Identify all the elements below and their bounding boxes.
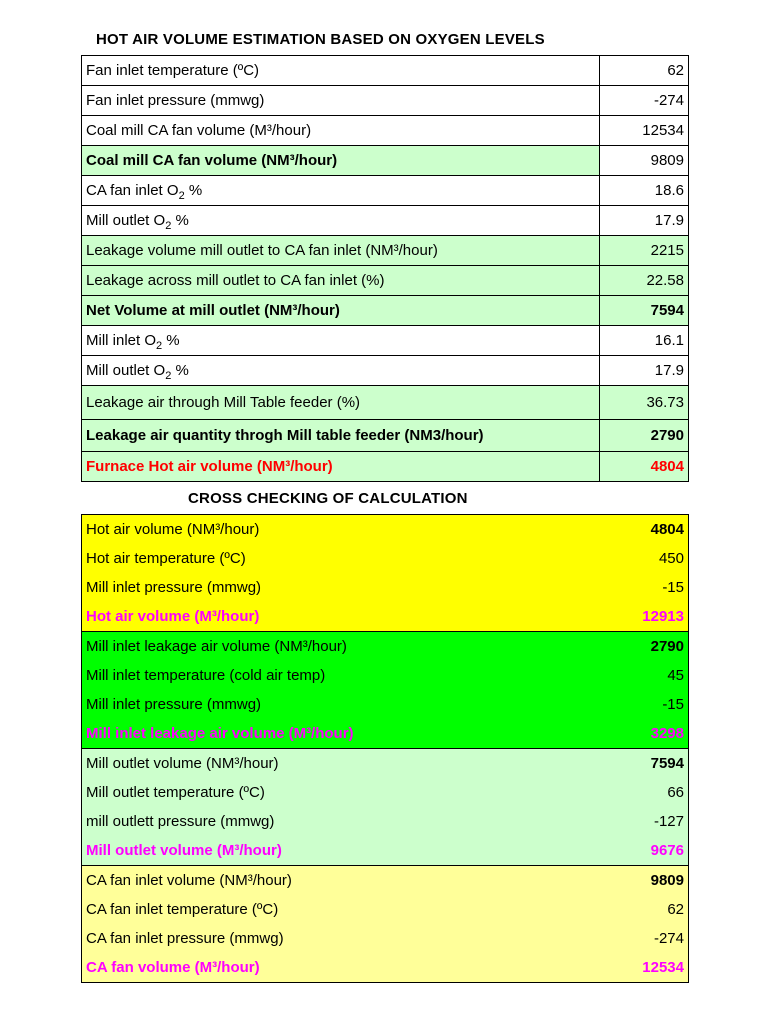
row-label: Leakage air quantity throgh Mill table feeder (NM3/hour) [82, 420, 600, 452]
row-label: mill outlett pressure (mmwg) [82, 807, 600, 836]
table-row [82, 356, 689, 386]
oxygen-estimation-table [81, 55, 689, 482]
table-row [82, 866, 689, 896]
row-value: -274 [600, 924, 689, 953]
table-row [82, 749, 689, 779]
row-label: Coal mill CA fan volume (NM³/hour) [82, 146, 600, 176]
table-row [82, 236, 689, 266]
row-value: -15 [600, 573, 689, 602]
row-label: Mill inlet $O_2$ % [82, 326, 600, 356]
table-row [82, 573, 689, 602]
row-value: -274 [600, 86, 689, 116]
row-value: 9676 [600, 836, 689, 866]
table-row [82, 56, 689, 86]
row-label: Fan inlet pressure (mmwg) [82, 86, 600, 116]
row-value: 66 [600, 778, 689, 807]
row-label: Mill outlet $O_2$ % [82, 356, 600, 386]
row-value: 45 [600, 661, 689, 690]
row-label: CA fan inlet volume (NM³/hour) [82, 866, 600, 896]
row-value: 62 [600, 56, 689, 86]
table-row [82, 116, 689, 146]
cross-check-table [81, 514, 689, 983]
row-label: Mill inlet pressure (mmwg) [82, 573, 600, 602]
row-label: Fan inlet temperature (ºC) [82, 56, 600, 86]
row-label: Mill inlet leakage air volume (M³/hour) [82, 719, 600, 749]
table-row [82, 924, 689, 953]
row-value: 12913 [600, 602, 689, 632]
table-row [82, 836, 689, 866]
table-row [82, 895, 689, 924]
row-label: Mill inlet leakage air volume (NM³/hour) [82, 632, 600, 662]
row-value: 2215 [600, 236, 689, 266]
row-value: 62 [600, 895, 689, 924]
row-value: 2790 [600, 420, 689, 452]
row-label: Leakage air through Mill Table feeder (%) [82, 386, 600, 420]
table-row [82, 807, 689, 836]
row-value: 12534 [600, 116, 689, 146]
table-row [82, 326, 689, 356]
table-row [82, 778, 689, 807]
row-value: -127 [600, 807, 689, 836]
row-label: Mill outlet volume (M³/hour) [82, 836, 600, 866]
row-label: CA fan volume (M³/hour) [82, 953, 600, 983]
table-row [82, 146, 689, 176]
row-label: Hot air volume (M³/hour) [82, 602, 600, 632]
row-value: 36.73 [600, 386, 689, 420]
row-value: 9809 [600, 146, 689, 176]
row-label: Mill outlet volume (NM³/hour) [82, 749, 600, 779]
row-label: Mill inlet pressure (mmwg) [82, 690, 600, 719]
row-label: CA fan inlet pressure (mmwg) [82, 924, 600, 953]
row-value: 450 [600, 544, 689, 573]
row-value: 7594 [600, 296, 689, 326]
table-row [82, 719, 689, 749]
row-value: 18.6 [600, 176, 689, 206]
row-value: 16.1 [600, 326, 689, 356]
row-label: Furnace Hot air volume (NM³/hour) [82, 452, 600, 482]
table-row [82, 515, 689, 545]
row-value: 12534 [600, 953, 689, 983]
sheet-title: HOT AIR VOLUME ESTIMATION BASED ON OXYGEN LEVELS [96, 31, 545, 48]
table-row [82, 206, 689, 236]
row-label: Mill inlet temperature (cold air temp) [82, 661, 600, 690]
row-label: Mill outlet $O_2$ % [82, 206, 600, 236]
row-value: -15 [600, 690, 689, 719]
cross-check-title: CROSS CHECKING OF CALCULATION [188, 490, 468, 507]
table-row [82, 690, 689, 719]
table-row [82, 452, 689, 482]
row-value: 4804 [600, 515, 689, 545]
row-label: Mill outlet temperature (ºC) [82, 778, 600, 807]
table-row [82, 420, 689, 452]
table-row [82, 544, 689, 573]
table-row [82, 602, 689, 632]
row-value: 22.58 [600, 266, 689, 296]
table-row [82, 661, 689, 690]
table-row [82, 266, 689, 296]
table-row [82, 296, 689, 326]
table-row [82, 386, 689, 420]
table-row [82, 632, 689, 662]
row-label: Net Volume at mill outlet (NM³/hour) [82, 296, 600, 326]
row-value: 4804 [600, 452, 689, 482]
row-label: CA fan inlet $O_2$ % [82, 176, 600, 206]
table-row [82, 953, 689, 983]
row-value: 3298 [600, 719, 689, 749]
table-row [82, 176, 689, 206]
row-label: CA fan inlet temperature (ºC) [82, 895, 600, 924]
row-value: 17.9 [600, 206, 689, 236]
row-value: 7594 [600, 749, 689, 779]
row-value: 2790 [600, 632, 689, 662]
row-value: 9809 [600, 866, 689, 896]
row-label: Coal mill CA fan volume (M³/hour) [82, 116, 600, 146]
row-label: Hot air volume (NM³/hour) [82, 515, 600, 545]
row-label: Hot air temperature (ºC) [82, 544, 600, 573]
row-label: Leakage volume mill outlet to CA fan inlet (NM³/hour) [82, 236, 600, 266]
row-label: Leakage across mill outlet to CA fan inlet (%) [82, 266, 600, 296]
table-row [82, 86, 689, 116]
row-value: 17.9 [600, 356, 689, 386]
